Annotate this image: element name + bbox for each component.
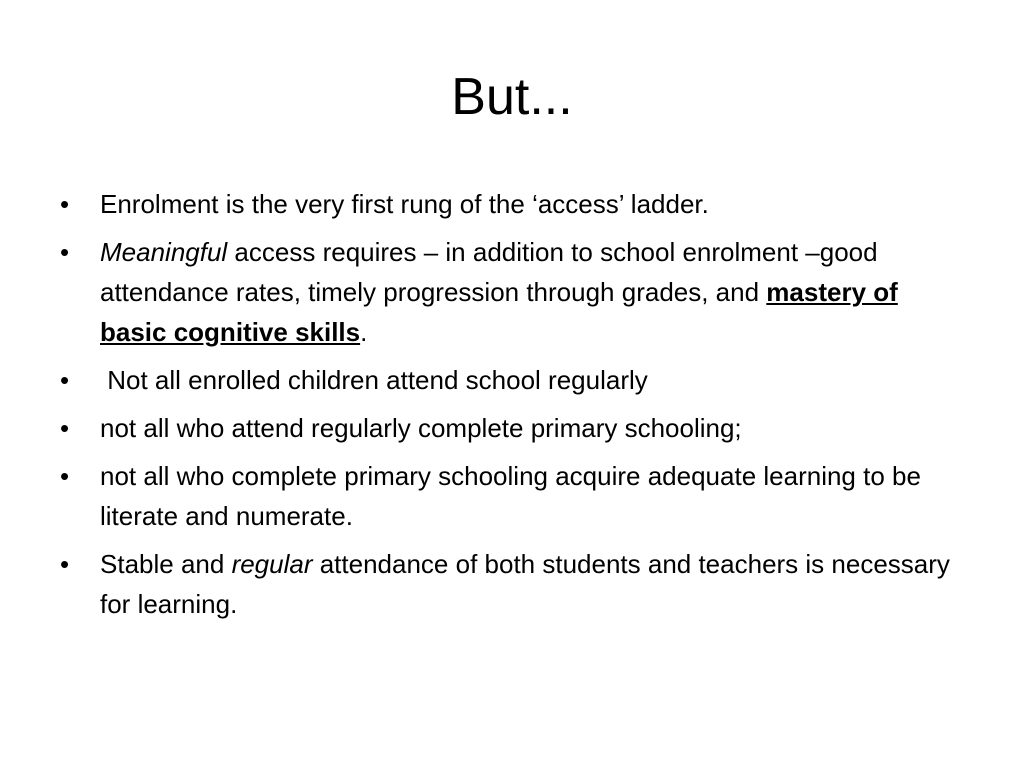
emphasis-text: Meaningful bbox=[100, 237, 228, 267]
bullet-icon: • bbox=[60, 549, 70, 579]
bullet-icon: • bbox=[60, 189, 70, 219]
bullet-text: not all who complete primary schooling acquire adequate learning to be literate and numerate. bbox=[100, 461, 921, 531]
bullet-item-meaningful-access bbox=[60, 232, 960, 352]
bullet-icon: • bbox=[60, 365, 70, 395]
bullet-item-regular-attendance bbox=[60, 544, 960, 624]
bullet-icon: • bbox=[60, 461, 70, 491]
emphasis-text: regular bbox=[231, 549, 313, 579]
bullet-item-enrolment bbox=[60, 184, 960, 224]
bullet-item-learning bbox=[60, 456, 960, 536]
bullet-item-attendance bbox=[60, 360, 960, 400]
bullet-text-end: attendance of both students and teachers is necessary for learning. bbox=[100, 549, 950, 619]
slide-title: But... bbox=[451, 68, 573, 126]
bullet-text: Stable and bbox=[100, 549, 232, 579]
bullet-text-end: . bbox=[360, 317, 368, 347]
bullet-item-completion bbox=[60, 408, 960, 448]
bullet-list bbox=[60, 184, 960, 632]
bullet-text: not all who attend regularly complete primary schooling; bbox=[100, 413, 742, 443]
bullet-text: Not all enrolled children attend school regularly bbox=[100, 365, 648, 395]
bullet-icon: • bbox=[60, 237, 70, 267]
bullet-text: access requires – in addition to school enrolment –good attendance rates, timely progression through grades, and bbox=[100, 237, 878, 307]
bullet-icon: • bbox=[60, 413, 70, 443]
key-phrase: mastery of basic cognitive skills bbox=[100, 277, 898, 347]
bullet-text: Enrolment is the very first rung of the ‘access’ ladder. bbox=[100, 189, 709, 219]
